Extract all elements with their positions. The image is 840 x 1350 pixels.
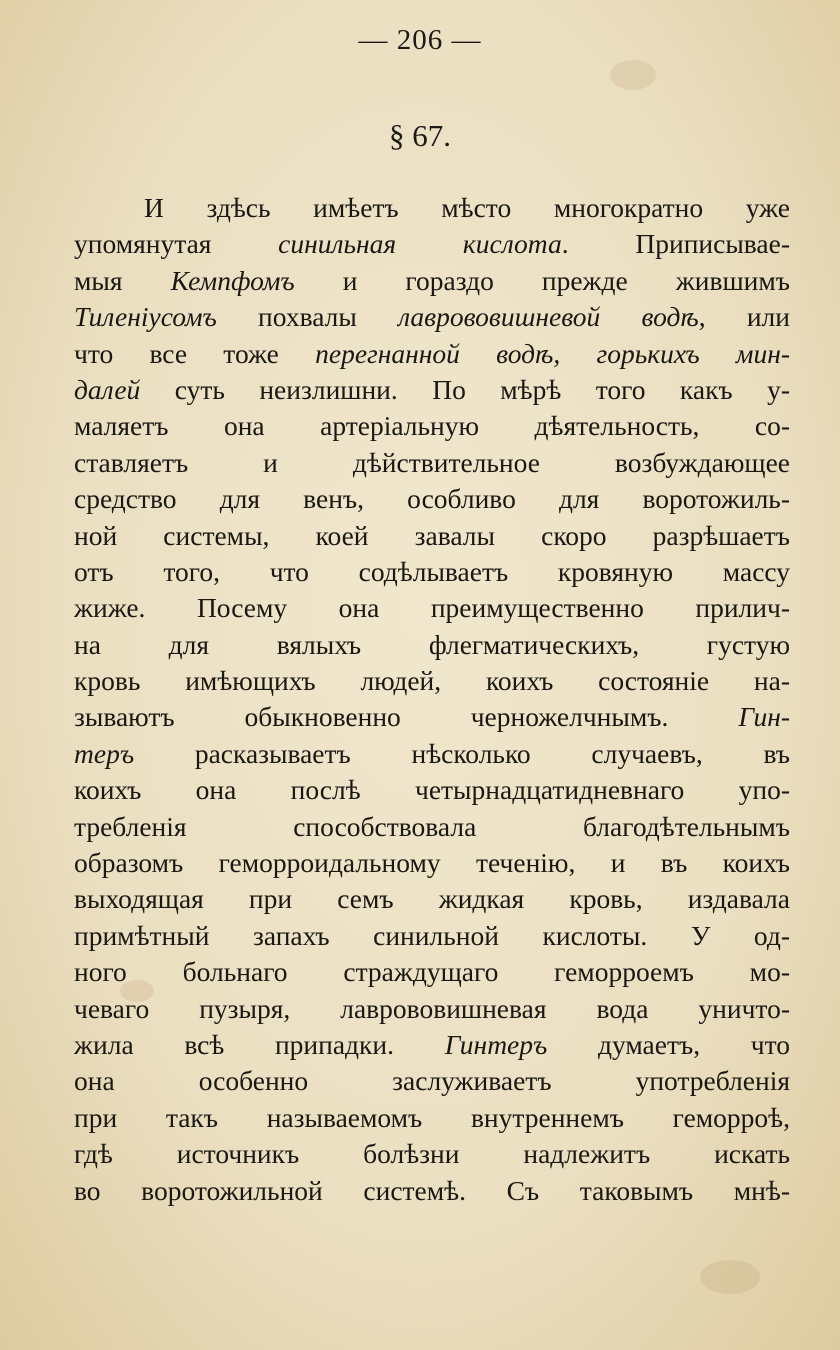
text-line xyxy=(74,336,790,372)
italic-text: синильная кислота xyxy=(278,228,562,260)
text-segment: отъ того, что содѣлываетъ кровяную массу xyxy=(74,555,790,587)
text-line xyxy=(74,991,790,1027)
text-segment: жила всѣ припадки. xyxy=(74,1028,445,1060)
text-line xyxy=(74,372,790,408)
text-segment: зываютъ обыкновенно черножелчнымъ. xyxy=(74,701,739,733)
text-segment: суть неизлишни. По мѣрѣ того какъ у- xyxy=(140,373,790,405)
text-segment: ного больнаго страждущаго геморроемъ мо- xyxy=(74,956,790,988)
text-line xyxy=(74,772,790,808)
italic-text: далей xyxy=(74,373,141,405)
text-segment: средство для венъ, особливо для воротожиль- xyxy=(74,483,790,515)
text-segment: ной системы, коей завалы скоро разрѣшаетъ xyxy=(74,519,790,551)
text-segment: . Приписывае- xyxy=(561,228,790,260)
text-line xyxy=(74,809,790,845)
text-segment: кровь имѣющихъ людей, коихъ состоянiе на- xyxy=(74,665,790,697)
text-line xyxy=(74,1027,790,1063)
italic-text: теръ xyxy=(74,737,135,769)
italic-text: Кемпфомъ xyxy=(170,264,295,296)
text-segment: примѣтный запахъ синильной кислоты. У од- xyxy=(74,919,790,951)
text-segment: при такъ называемомъ внутреннемъ геморроѣ, xyxy=(74,1101,790,1133)
italic-text: Тиленiусомъ xyxy=(74,301,217,333)
text-line xyxy=(74,1100,790,1136)
italic-text: лаврововишневой водѣ xyxy=(398,301,699,333)
text-segment: ставляетъ и дѣйствительное возбуждающее xyxy=(74,446,790,478)
text-line xyxy=(74,881,790,917)
text-segment: выходящая при семъ жидкая кровь, издавала xyxy=(74,883,790,915)
text-segment: она особенно заслуживаетъ употребленiя xyxy=(74,1065,790,1097)
text-segment: гдѣ источникъ болѣзни надлежитъ искать xyxy=(74,1138,790,1170)
text-line xyxy=(74,627,790,663)
paper-stain xyxy=(610,60,656,90)
text-segment: маляетъ она артерiальную дѣятельность, со- xyxy=(74,410,790,442)
text-line xyxy=(74,590,790,626)
text-segment: образомъ геморроидальному теченiю, и въ коихъ xyxy=(74,847,790,879)
page-number: — 206 — xyxy=(358,24,482,56)
text-segment: , или xyxy=(698,301,790,333)
text-segment: мыя xyxy=(74,264,171,296)
text-line xyxy=(74,663,790,699)
text-segment: что все тоже xyxy=(74,337,316,369)
text-line xyxy=(74,481,790,517)
text-line xyxy=(74,845,790,881)
text-line xyxy=(74,226,790,262)
text-segment: на для вялыхъ флегматическихъ, густую xyxy=(74,628,790,660)
text-line xyxy=(74,518,790,554)
text-segment: И здѣсь имѣетъ мѣсто многократно уже xyxy=(144,192,790,223)
text-line xyxy=(74,1063,790,1099)
text-segment: думаетъ, что xyxy=(547,1028,790,1060)
text-segment: похвалы xyxy=(216,301,399,333)
text-segment: упомянутая xyxy=(74,228,279,260)
text-line xyxy=(74,736,790,772)
text-segment: жиже. Посему она преимущественно прилич- xyxy=(74,592,790,624)
text-line xyxy=(74,408,790,444)
text-line xyxy=(74,1173,790,1209)
section-heading: § 67. xyxy=(389,118,451,153)
body-text xyxy=(74,190,790,1209)
text-line xyxy=(74,299,790,335)
text-segment: требленiя способствовала благодѣтельнымъ xyxy=(74,810,790,842)
paper-stain xyxy=(700,1260,760,1294)
text-line xyxy=(74,190,790,226)
italic-text: Гинтеръ xyxy=(444,1028,548,1060)
text-line xyxy=(74,1136,790,1172)
italic-text: Гин- xyxy=(738,701,790,733)
text-segment: чеваго пузыря, лаврововишневая вода уничто- xyxy=(74,992,790,1024)
text-line xyxy=(74,699,790,735)
text-line xyxy=(74,918,790,954)
text-segment: и гораздо прежде жившимъ xyxy=(294,264,790,296)
text-segment: расказываетъ нѣсколько случаевъ, въ xyxy=(134,737,790,769)
italic-text: перегнанной водѣ, горькихъ мин- xyxy=(315,337,790,369)
text-line xyxy=(74,954,790,990)
text-segment: коихъ она послѣ четырнадцатидневнаго упо- xyxy=(74,774,790,806)
text-line xyxy=(74,263,790,299)
text-line xyxy=(74,445,790,481)
text-line xyxy=(74,554,790,590)
text-segment: во воротожильной системѣ. Съ таковымъ мнѣ- xyxy=(74,1174,790,1206)
